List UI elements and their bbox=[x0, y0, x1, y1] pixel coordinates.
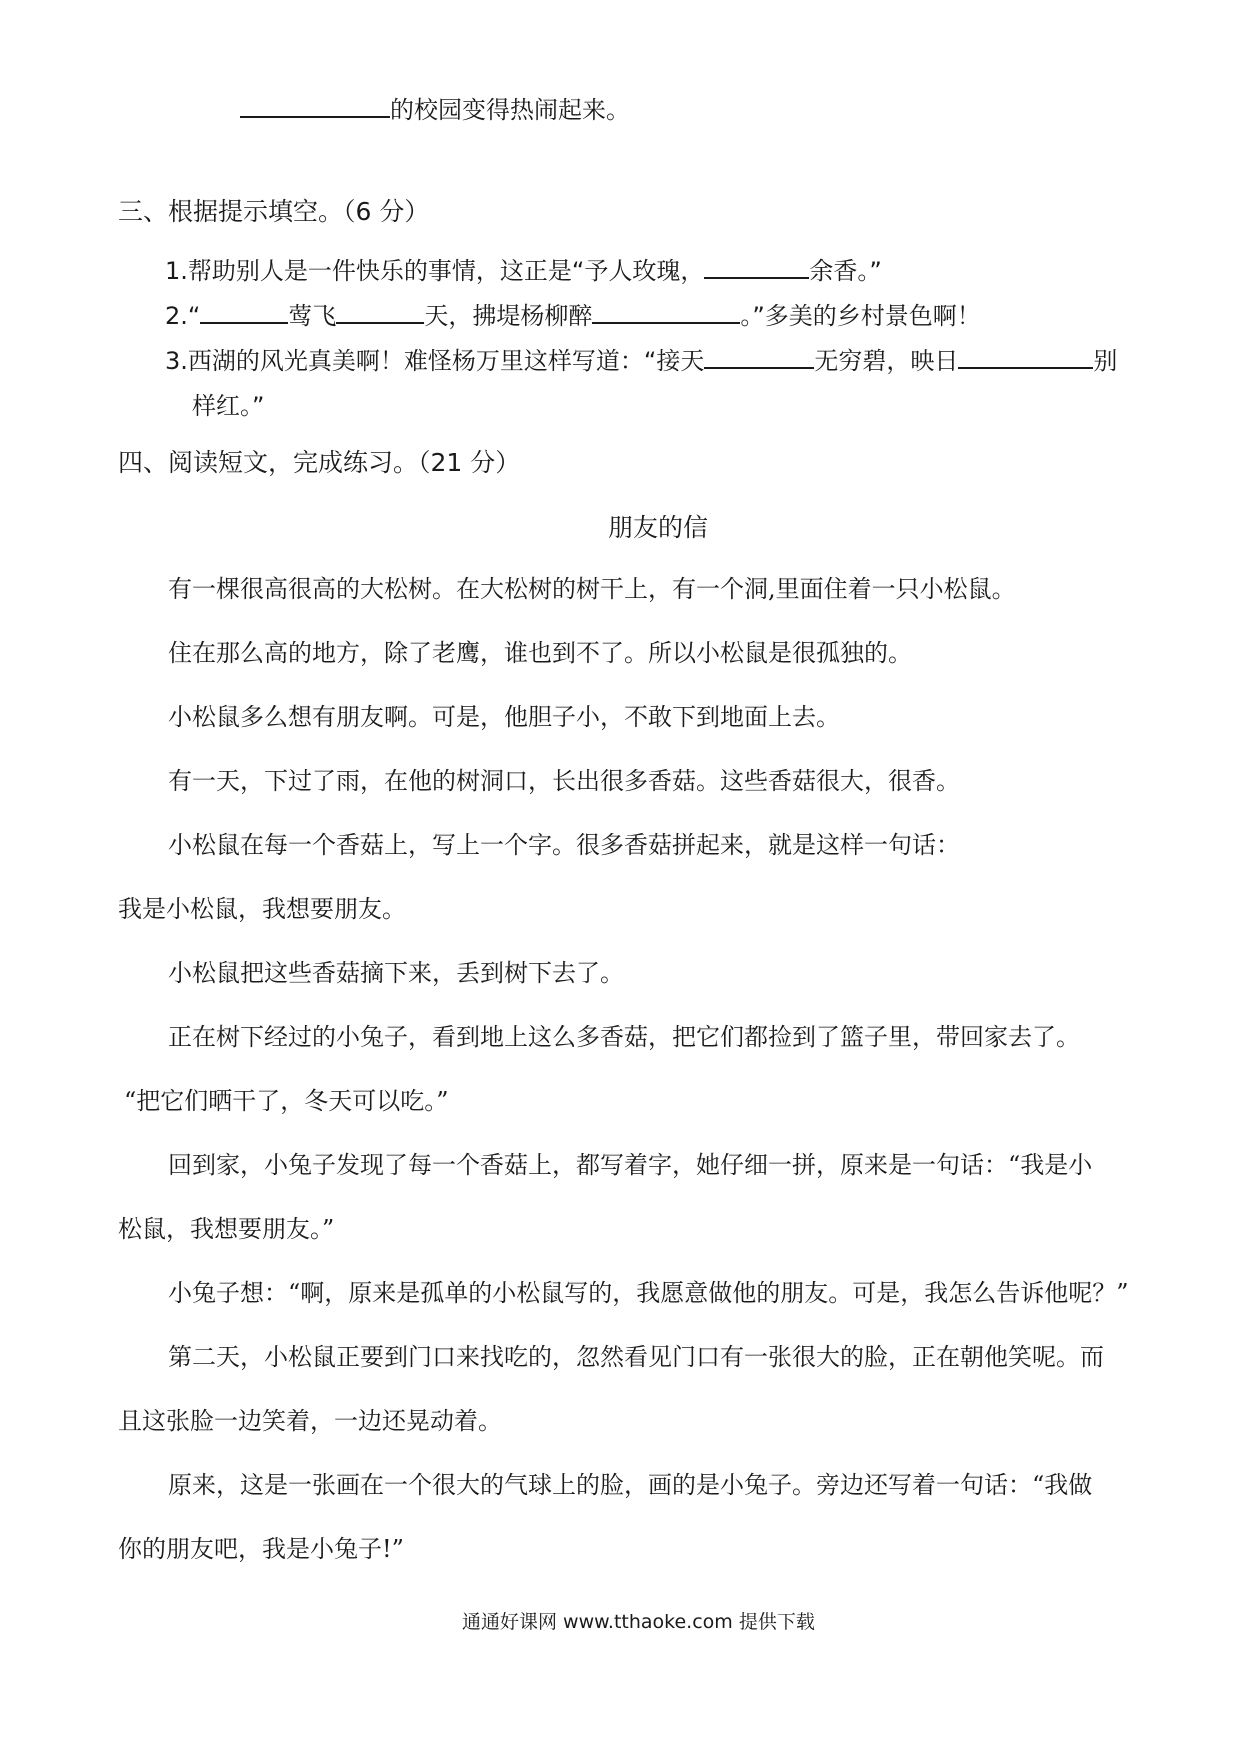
answer-blank[interactable] bbox=[704, 255, 809, 279]
question-3-2-text-c: 天，拂堤杨柳醉 bbox=[424, 302, 593, 330]
top-line bbox=[240, 94, 630, 126]
question-3-3-continued: 样红。” bbox=[192, 392, 265, 420]
question-3-2 bbox=[165, 300, 981, 332]
question-3-1 bbox=[165, 255, 882, 287]
passage-paragraph: 第二天，小松鼠正要到门口来找吃的，忽然看见门口有一张很大的脸，正在朝他笑呢。而 bbox=[168, 1343, 1104, 1371]
top-line-text: 的校园变得热闹起来。 bbox=[390, 96, 630, 124]
question-3-2-text-b: 莺飞 bbox=[288, 302, 337, 330]
passage-paragraph: 正在树下经过的小兔子，看到地上这么多香菇，把它们都捡到了篮子里，带回家去了。 bbox=[168, 1023, 1080, 1051]
section-4-heading: 四、阅读短文，完成练习。（21 分） bbox=[118, 448, 521, 477]
question-3-2-text-a: 2.“ bbox=[165, 302, 201, 330]
passage-paragraph: 回到家，小兔子发现了每一个香菇上，都写着字，她仔细一拼，原来是一句话：“我是小 bbox=[168, 1151, 1093, 1179]
question-3-1-text-b: 余香。” bbox=[809, 257, 882, 285]
passage-paragraph: 松鼠，我想要朋友。” bbox=[118, 1215, 335, 1243]
section-3-heading: 三、根据提示填空。（6 分） bbox=[118, 197, 430, 226]
passage-paragraph: 小兔子想：“啊，原来是孤单的小松鼠写的，我愿意做他的朋友。可是，我怎么告诉他呢？” bbox=[168, 1279, 1129, 1307]
question-3-1-text-a: 1.帮助别人是一件快乐的事情，这正是“予人玫瑰， bbox=[165, 257, 705, 285]
answer-blank[interactable] bbox=[958, 345, 1093, 369]
question-3-3-text-b: 无穷碧，映日 bbox=[814, 347, 959, 375]
passage-paragraph: 你的朋友吧，我是小兔子!” bbox=[118, 1535, 404, 1563]
passage-paragraph: “把它们晒干了，冬天可以吃。” bbox=[124, 1087, 449, 1115]
passage-paragraph: 有一天，下过了雨，在他的树洞口，长出很多香菇。这些香菇很大，很香。 bbox=[168, 767, 960, 795]
question-3-3 bbox=[165, 345, 1117, 377]
passage-paragraph: 小松鼠在每一个香菇上，写上一个字。很多香菇拼起来，就是这样一句话： bbox=[168, 831, 960, 859]
answer-blank[interactable] bbox=[240, 94, 390, 118]
passage-title: 朋友的信 bbox=[608, 513, 709, 542]
question-3-3-text-a: 3.西湖的风光真美啊！难怪杨万里这样写道：“接天 bbox=[165, 347, 705, 375]
question-3-3-text-c: 别 bbox=[1093, 347, 1118, 375]
answer-blank[interactable] bbox=[592, 300, 740, 324]
passage-paragraph: 小松鼠多么想有朋友啊。可是，他胆子小，不敢下到地面上去。 bbox=[168, 703, 840, 731]
passage-paragraph: 有一棵很高很高的大松树。在大松树的树干上，有一个洞,里面住着一只小松鼠。 bbox=[168, 575, 1016, 603]
passage-paragraph: 住在那么高的地方，除了老鹰，谁也到不了。所以小松鼠是很孤独的。 bbox=[168, 639, 912, 667]
footer-text: 通通好课网 www.tthaoke.com 提供下载 bbox=[462, 1611, 815, 1633]
answer-blank[interactable] bbox=[336, 300, 424, 324]
answer-blank[interactable] bbox=[200, 300, 288, 324]
question-3-2-text-d: 。”多美的乡村景色啊！ bbox=[740, 302, 981, 330]
passage-paragraph: 且这张脸一边笑着，一边还晃动着。 bbox=[118, 1407, 502, 1435]
answer-blank[interactable] bbox=[704, 345, 814, 369]
passage-paragraph: 原来，这是一张画在一个很大的气球上的脸，画的是小兔子。旁边还写着一句话：“我做 bbox=[168, 1471, 1093, 1499]
passage-paragraph: 我是小松鼠，我想要朋友。 bbox=[118, 895, 406, 923]
passage-paragraph: 小松鼠把这些香菇摘下来，丢到树下去了。 bbox=[168, 959, 624, 987]
